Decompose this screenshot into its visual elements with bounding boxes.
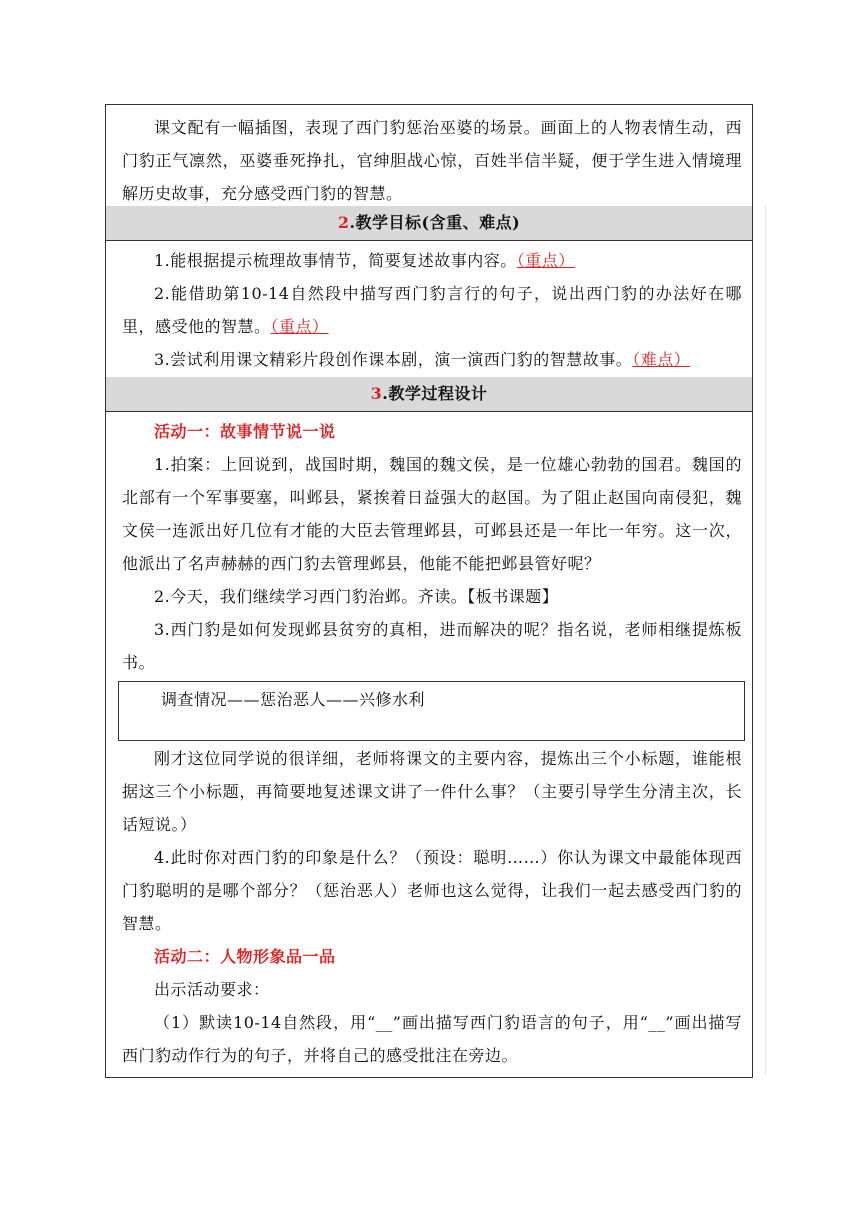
goals-title: .教学目标(含重、难点) xyxy=(349,213,521,232)
process-header-band xyxy=(106,377,752,411)
goal-tag: （重点） xyxy=(270,317,329,336)
goal-text: 2.能借助第10-14自然段中描写西门豹言行的句子，说出西门豹的办法好在哪里，感受他的智慧。 xyxy=(122,284,742,336)
paragraph-impression: 4.此时你对西门豹的印象是什么？（预设：聪明……）你认为课文中最能体现西门豹聪明的是哪个部分？（惩治恶人）老师也这么觉得，让我们一起去感受西门豹的智慧。 xyxy=(122,848,742,933)
goal-tag: （重点） xyxy=(516,251,575,270)
goal-item-1 xyxy=(122,244,742,277)
paragraph-retell: 刚才这位同学说的很详细，老师将课文的主要内容，提炼出三个小标题，谁能根据这三个小标题，再简要地复述课文讲了一件什么事？（主要引导学生分清主次，长话短说。） xyxy=(122,749,742,834)
divider xyxy=(106,240,752,241)
goal-item-3 xyxy=(122,343,742,376)
paragraph-today: 2.今天，我们继续学习西门豹治邺。齐读。【板书课题】 xyxy=(154,587,559,606)
lesson-table xyxy=(105,104,753,1078)
paragraph-question: 3.西门豹是如何发现邺县贫穷的真相，进而解决的呢？指名说，老师相继提炼板书。 xyxy=(122,620,742,672)
paragraph-intro-story: 1.拍案：上回说到，战国时期，魏国的魏文侯，是一位雄心勃勃的国君。魏国的北部有一个军事要塞，叫邺县，紧挨着日益强大的赵国。为了阻止赵国向南侵犯，魏文侯一连派出好几位有才能的大臣去管理邺县，可邺县还是一年比一年穷。这一次，他派出了名声赫赫的西门豹去管理邺县，他能不能把邺县管好呢？ xyxy=(122,455,742,573)
process-title: .教学过程设计 xyxy=(382,384,488,403)
paragraph-requirements: 出示活动要求： xyxy=(154,980,270,999)
goal-tag: （难点） xyxy=(632,350,691,369)
process-number: 3 xyxy=(370,384,383,403)
goals-header-band xyxy=(106,206,752,240)
divider xyxy=(106,411,752,412)
page-edge-line xyxy=(765,205,766,1075)
board-text: 调查情况——惩治恶人——兴修水利 xyxy=(161,690,426,709)
goal-text: 1.能根据提示梳理故事情节，简要复述故事内容。 xyxy=(154,251,517,270)
board-box xyxy=(118,681,745,741)
goals-heading xyxy=(106,206,752,240)
paragraph-task-one: （1）默读10-14自然段，用“__”画出描写西门豹语言的句子，用“__”画出描写西门豹动作行为的句子，并将自己的感受批注在旁边。 xyxy=(122,1013,742,1065)
process-heading xyxy=(106,377,752,411)
activity-one-heading: 活动一：故事情节说一说 xyxy=(154,422,336,441)
goal-item-2 xyxy=(122,277,742,343)
goal-text: 3.尝试利用课文精彩片段创作课本剧，演一演西门豹的智慧故事。 xyxy=(154,350,633,369)
goals-number: 2 xyxy=(337,213,350,232)
activity-two-heading: 活动二：人物形象品一品 xyxy=(154,947,336,966)
intro-paragraph: 课文配有一幅插图，表现了西门豹惩治巫婆的场景。画面上的人物表情生动，西门豹正气凛然，巫婆垂死挣扎，官绅胆战心惊，百姓半信半疑，便于学生进入情境理解历史故事，充分感受西门豹的智慧。 xyxy=(122,118,742,203)
